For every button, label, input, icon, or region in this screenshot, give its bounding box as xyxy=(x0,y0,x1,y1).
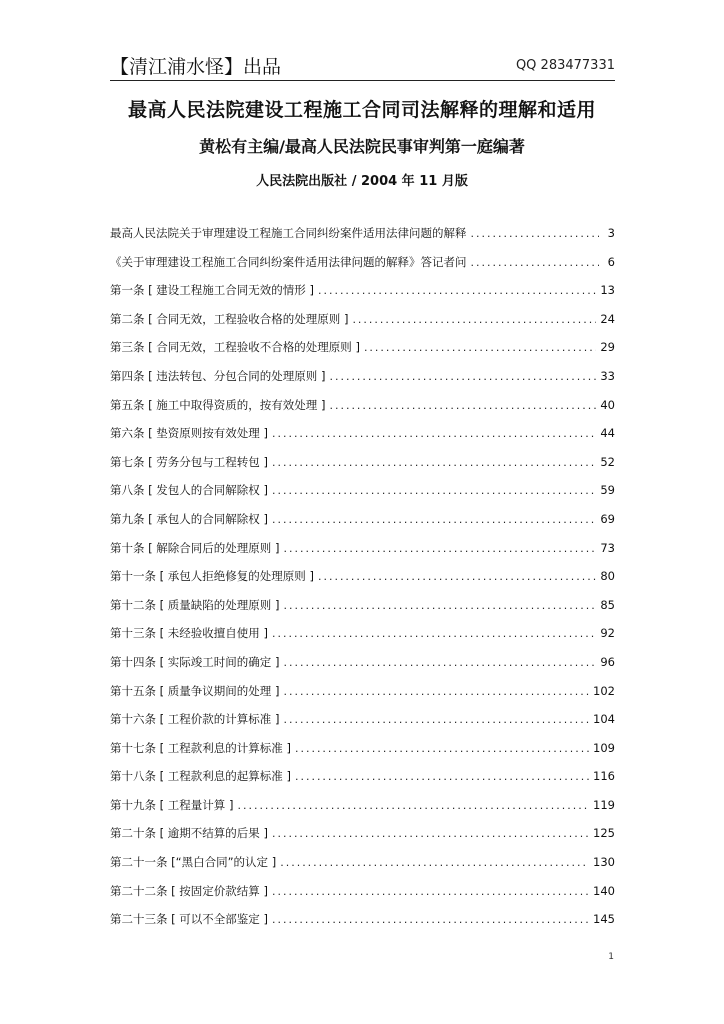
toc-leader-dots xyxy=(272,513,596,526)
toc-leader-dots xyxy=(318,570,596,583)
toc-leader-dots xyxy=(272,913,589,926)
toc-entry-page: 24 xyxy=(600,311,615,326)
page-header xyxy=(110,50,615,81)
toc-entry-label: 第六条 [ 垫资原则按有效处理 ] xyxy=(110,426,268,441)
book-publisher: 人民法院出版社 / 2004 年 11 月版 xyxy=(256,174,468,189)
brand-label: 【清江浦水怪】出品 xyxy=(110,56,282,78)
toc-entry[interactable] xyxy=(110,654,615,683)
toc-entry-page: 6 xyxy=(607,254,615,269)
toc-leader-dots xyxy=(272,484,596,497)
toc-leader-dots xyxy=(295,742,589,755)
toc-entry[interactable] xyxy=(110,225,615,254)
toc-leader-dots xyxy=(283,685,589,698)
toc-leader-dots xyxy=(272,827,589,840)
toc-entry[interactable] xyxy=(110,368,615,397)
toc-entry[interactable] xyxy=(110,454,615,483)
toc-entry[interactable] xyxy=(110,254,615,283)
toc-entry-label: 第十三条 [ 未经验收擅自使用 ] xyxy=(110,626,268,641)
toc-entry-label: 第十条 [ 解除合同后的处理原则 ] xyxy=(110,540,280,555)
toc-entry-page: 33 xyxy=(600,368,615,383)
toc-entry-page: 73 xyxy=(600,540,615,555)
toc-entry-page: 80 xyxy=(600,569,615,584)
toc-entry[interactable] xyxy=(110,282,615,311)
toc-entry-label: 第二十三条 [ 可以不全部鉴定 ] xyxy=(110,912,268,927)
toc-entry-page: 109 xyxy=(593,740,615,755)
toc-leader-dots xyxy=(329,370,596,383)
qq-contact: QQ 283477331 xyxy=(515,58,615,73)
toc-entry-page: 116 xyxy=(593,769,615,784)
toc-entry-page: 92 xyxy=(600,626,615,641)
toc-leader-dots xyxy=(283,542,596,555)
toc-entry-label: 最高人民法院关于审理建设工程施工合同纠纷案件适用法律问题的解释 xyxy=(110,226,467,240)
toc-entry-label: 第十五条 [ 质量争议期间的处理 ] xyxy=(110,683,280,698)
toc-entry[interactable] xyxy=(110,568,615,597)
toc-entry-page: 52 xyxy=(600,454,615,469)
page-number: 1 xyxy=(608,952,614,962)
toc-entry-page: 125 xyxy=(593,826,615,841)
toc-entry-label: 第十一条 [ 承包人拒绝修复的处理原则 ] xyxy=(110,569,314,584)
toc-entry[interactable] xyxy=(110,625,615,654)
toc-entry[interactable] xyxy=(110,339,615,368)
toc-entry[interactable] xyxy=(110,425,615,454)
toc-entry[interactable] xyxy=(110,311,615,340)
toc-leader-dots xyxy=(283,713,589,726)
toc-entry-page: 85 xyxy=(600,597,615,612)
toc-entry-label: 第二十一条 [“黑白合同”的认定 ] xyxy=(110,855,277,870)
toc-leader-dots xyxy=(272,627,596,640)
toc-entry-page: 96 xyxy=(600,654,615,669)
toc-entry-label: 第三条 [ 合同无效，工程验收不合格的处理原则 ] xyxy=(110,340,360,355)
toc-leader-dots xyxy=(364,341,596,354)
toc-entry-page: 29 xyxy=(600,340,615,355)
toc-leader-dots xyxy=(272,885,589,898)
toc-leader-dots xyxy=(272,427,596,440)
toc-entry[interactable] xyxy=(110,711,615,740)
toc-entry-page: 102 xyxy=(593,683,615,698)
toc-entry[interactable] xyxy=(110,854,615,883)
toc-entry[interactable] xyxy=(110,740,615,769)
toc-entry-label: 第二十二条 [ 按固定价款结算 ] xyxy=(110,883,268,898)
toc-entry[interactable] xyxy=(110,683,615,712)
toc-leader-dots xyxy=(329,399,596,412)
toc-entry-label: 第二条 [ 合同无效，工程验收合格的处理原则 ] xyxy=(110,311,349,326)
toc-entry-page: 145 xyxy=(593,912,615,927)
toc-entry[interactable] xyxy=(110,482,615,511)
toc-leader-dots xyxy=(318,284,596,297)
toc-entry[interactable] xyxy=(110,883,615,912)
book-authors: 黄松有主编/最高人民法院民事审判第一庭编著 xyxy=(199,137,525,156)
toc-entry-label: 第十四条 [ 实际竣工时间的确定 ] xyxy=(110,654,280,669)
toc-leader-dots xyxy=(352,313,596,326)
toc-entry[interactable] xyxy=(110,397,615,426)
toc-entry-page: 44 xyxy=(600,426,615,441)
toc-entry-label: 第九条 [ 承包人的合同解除权 ] xyxy=(110,511,268,526)
toc-entry-label: 第十九条 [ 工程量计算 ] xyxy=(110,797,234,812)
toc-entry-label: 第八条 [ 发包人的合同解除权 ] xyxy=(110,483,268,498)
toc-entry-label: 第一条 [ 建设工程施工合同无效的情形 ] xyxy=(110,283,314,298)
toc-leader-dots xyxy=(280,856,589,869)
toc-leader-dots xyxy=(272,456,596,469)
toc-entry-page: 119 xyxy=(593,797,615,812)
toc-leader-dots xyxy=(471,227,600,240)
toc-leader-dots xyxy=(237,799,589,812)
toc-entry[interactable] xyxy=(110,797,615,826)
toc-leader-dots xyxy=(471,256,600,269)
toc-entry-label: 第四条 [ 违法转包、分包合同的处理原则 ] xyxy=(110,368,326,383)
toc-entry[interactable] xyxy=(110,911,615,940)
toc-entry[interactable] xyxy=(110,511,615,540)
toc-entry-page: 3 xyxy=(607,226,615,240)
toc-entry-label: 第五条 [ 施工中取得资质的，按有效处理 ] xyxy=(110,397,326,412)
toc-entry-page: 13 xyxy=(600,283,615,298)
toc-entry-label: 第七条 [ 劳务分包与工程转包 ] xyxy=(110,454,268,469)
toc-entry[interactable] xyxy=(110,768,615,797)
toc-entry-page: 59 xyxy=(600,483,615,498)
toc-entry-page: 104 xyxy=(593,712,615,727)
toc-entry-label: 第十二条 [ 质量缺陷的处理原则 ] xyxy=(110,597,280,612)
book-title: 最高人民法院建设工程施工合同司法解释的理解和适用 xyxy=(127,99,596,121)
toc-entry-page: 69 xyxy=(600,511,615,526)
toc-entry-page: 140 xyxy=(593,883,615,898)
toc-leader-dots xyxy=(283,656,596,669)
toc-entry-page: 40 xyxy=(600,397,615,412)
toc-entry-label: 第二十条 [ 逾期不结算的后果 ] xyxy=(110,826,268,841)
toc-entry-page: 130 xyxy=(593,855,615,870)
toc-leader-dots xyxy=(295,770,589,783)
toc-entry[interactable] xyxy=(110,540,615,569)
toc-leader-dots xyxy=(283,599,596,612)
toc-entry-label: 《关于审理建设工程施工合同纠纷案件适用法律问题的解释》答记者问 xyxy=(110,254,467,269)
toc-entry[interactable] xyxy=(110,825,615,854)
table-of-contents xyxy=(110,225,615,940)
toc-entry-label: 第十六条 [ 工程价款的计算标准 ] xyxy=(110,712,280,727)
toc-entry-label: 第十七条 [ 工程款利息的计算标准 ] xyxy=(110,740,291,755)
toc-entry-label: 第十八条 [ 工程款利息的起算标准 ] xyxy=(110,769,291,784)
toc-entry[interactable] xyxy=(110,597,615,626)
